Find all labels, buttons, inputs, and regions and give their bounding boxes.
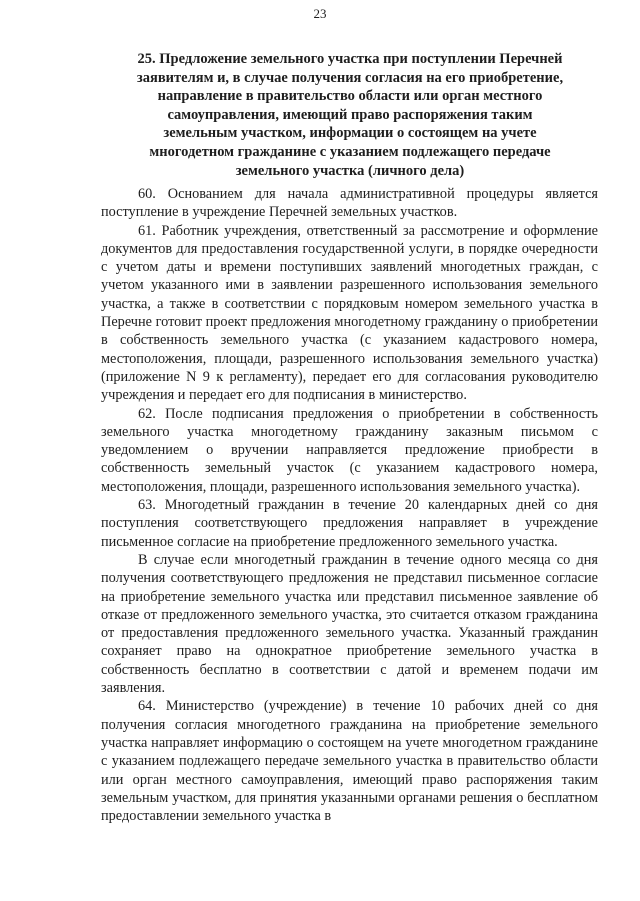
- document-body: [101, 185, 598, 825]
- paragraph-61: 61. Работник учреждения, ответственный за рассмотрение и оформление документов для предоставления государственной услуги, в порядке очередности с учетом даты и времени поступивших заявлений многодетных граждан, с учетом указанного ими в заявлении разрешенного использования земельного участка, а также в соответствии с порядковым номером земельного участка в Перечне готовит проект предложения многодетному гражданину о приобретении в собственность земельного участка (с указанием кадастрового номера, местоположения, площади, разрешенного использования земельного участка) (приложение N 9 к регламенту), передает его для согласования руководителю учреждения и передает его для подписания в министерство.: [101, 222, 598, 404]
- paragraph-64: 64. Министерство (учреждение) в течение 10 рабочих дней со дня получения согласия многодетного гражданина на приобретение земельного участка направляет информацию о состоящем на учете многодетном гражданине с указанием подлежащего передаче земельного участка в правительство области или орган местного самоуправления, имеющий право распоряжения таким земельным участком, для принятия указанными органами решения о бесплатном предоставлении земельного участка в: [101, 698, 598, 825]
- section-heading: 25. Предложение земельного участка при поступлении Перечней заявителям и, в случае получения согласия на его приобретение, направление в правительство области или орган местного самоуправления, имеющий право распоряжения таким земельным участком, информации о состоящем на учете многодетном гражданине с указанием подлежащего передаче земельного участка (личного дела): [136, 51, 564, 179]
- paragraph-60: 60. Основанием для начала административной процедуры является поступление в учреждение Перечней земельных участков.: [101, 186, 598, 221]
- paragraph-62: 62. После подписания предложения о приобретении в собственность земельного участка многодетному гражданину заказным письмом с уведомлением о вручении направляется предложение приобрести в собственность земельный участок (с указанием кадастрового номера, местоположения, площади, разрешенного использования земельного участка).: [101, 405, 598, 495]
- page-number: 23: [313, 6, 327, 21]
- paragraph-63: 63. Многодетный гражданин в течение 20 календарных дней со дня поступления соответствующего предложения направляет в учреждение письменное согласие на приобретение предложенного земельного участка.: [101, 497, 598, 550]
- paragraph-63-continuation: В случае если многодетный гражданин в течение одного месяца со дня получения соответствующего предложения не представил письменное согласие на приобретение земельного участка или представил письменное заявление об отказе от предложенного земельного участка, это считается отказом гражданина от предоставления предложенного земельного участка. Указанный гражданин сохраняет право на однократное приобретение земельного участка в собственность бесплатно в соответствии с датой и временем подачи им заявления.: [101, 551, 598, 697]
